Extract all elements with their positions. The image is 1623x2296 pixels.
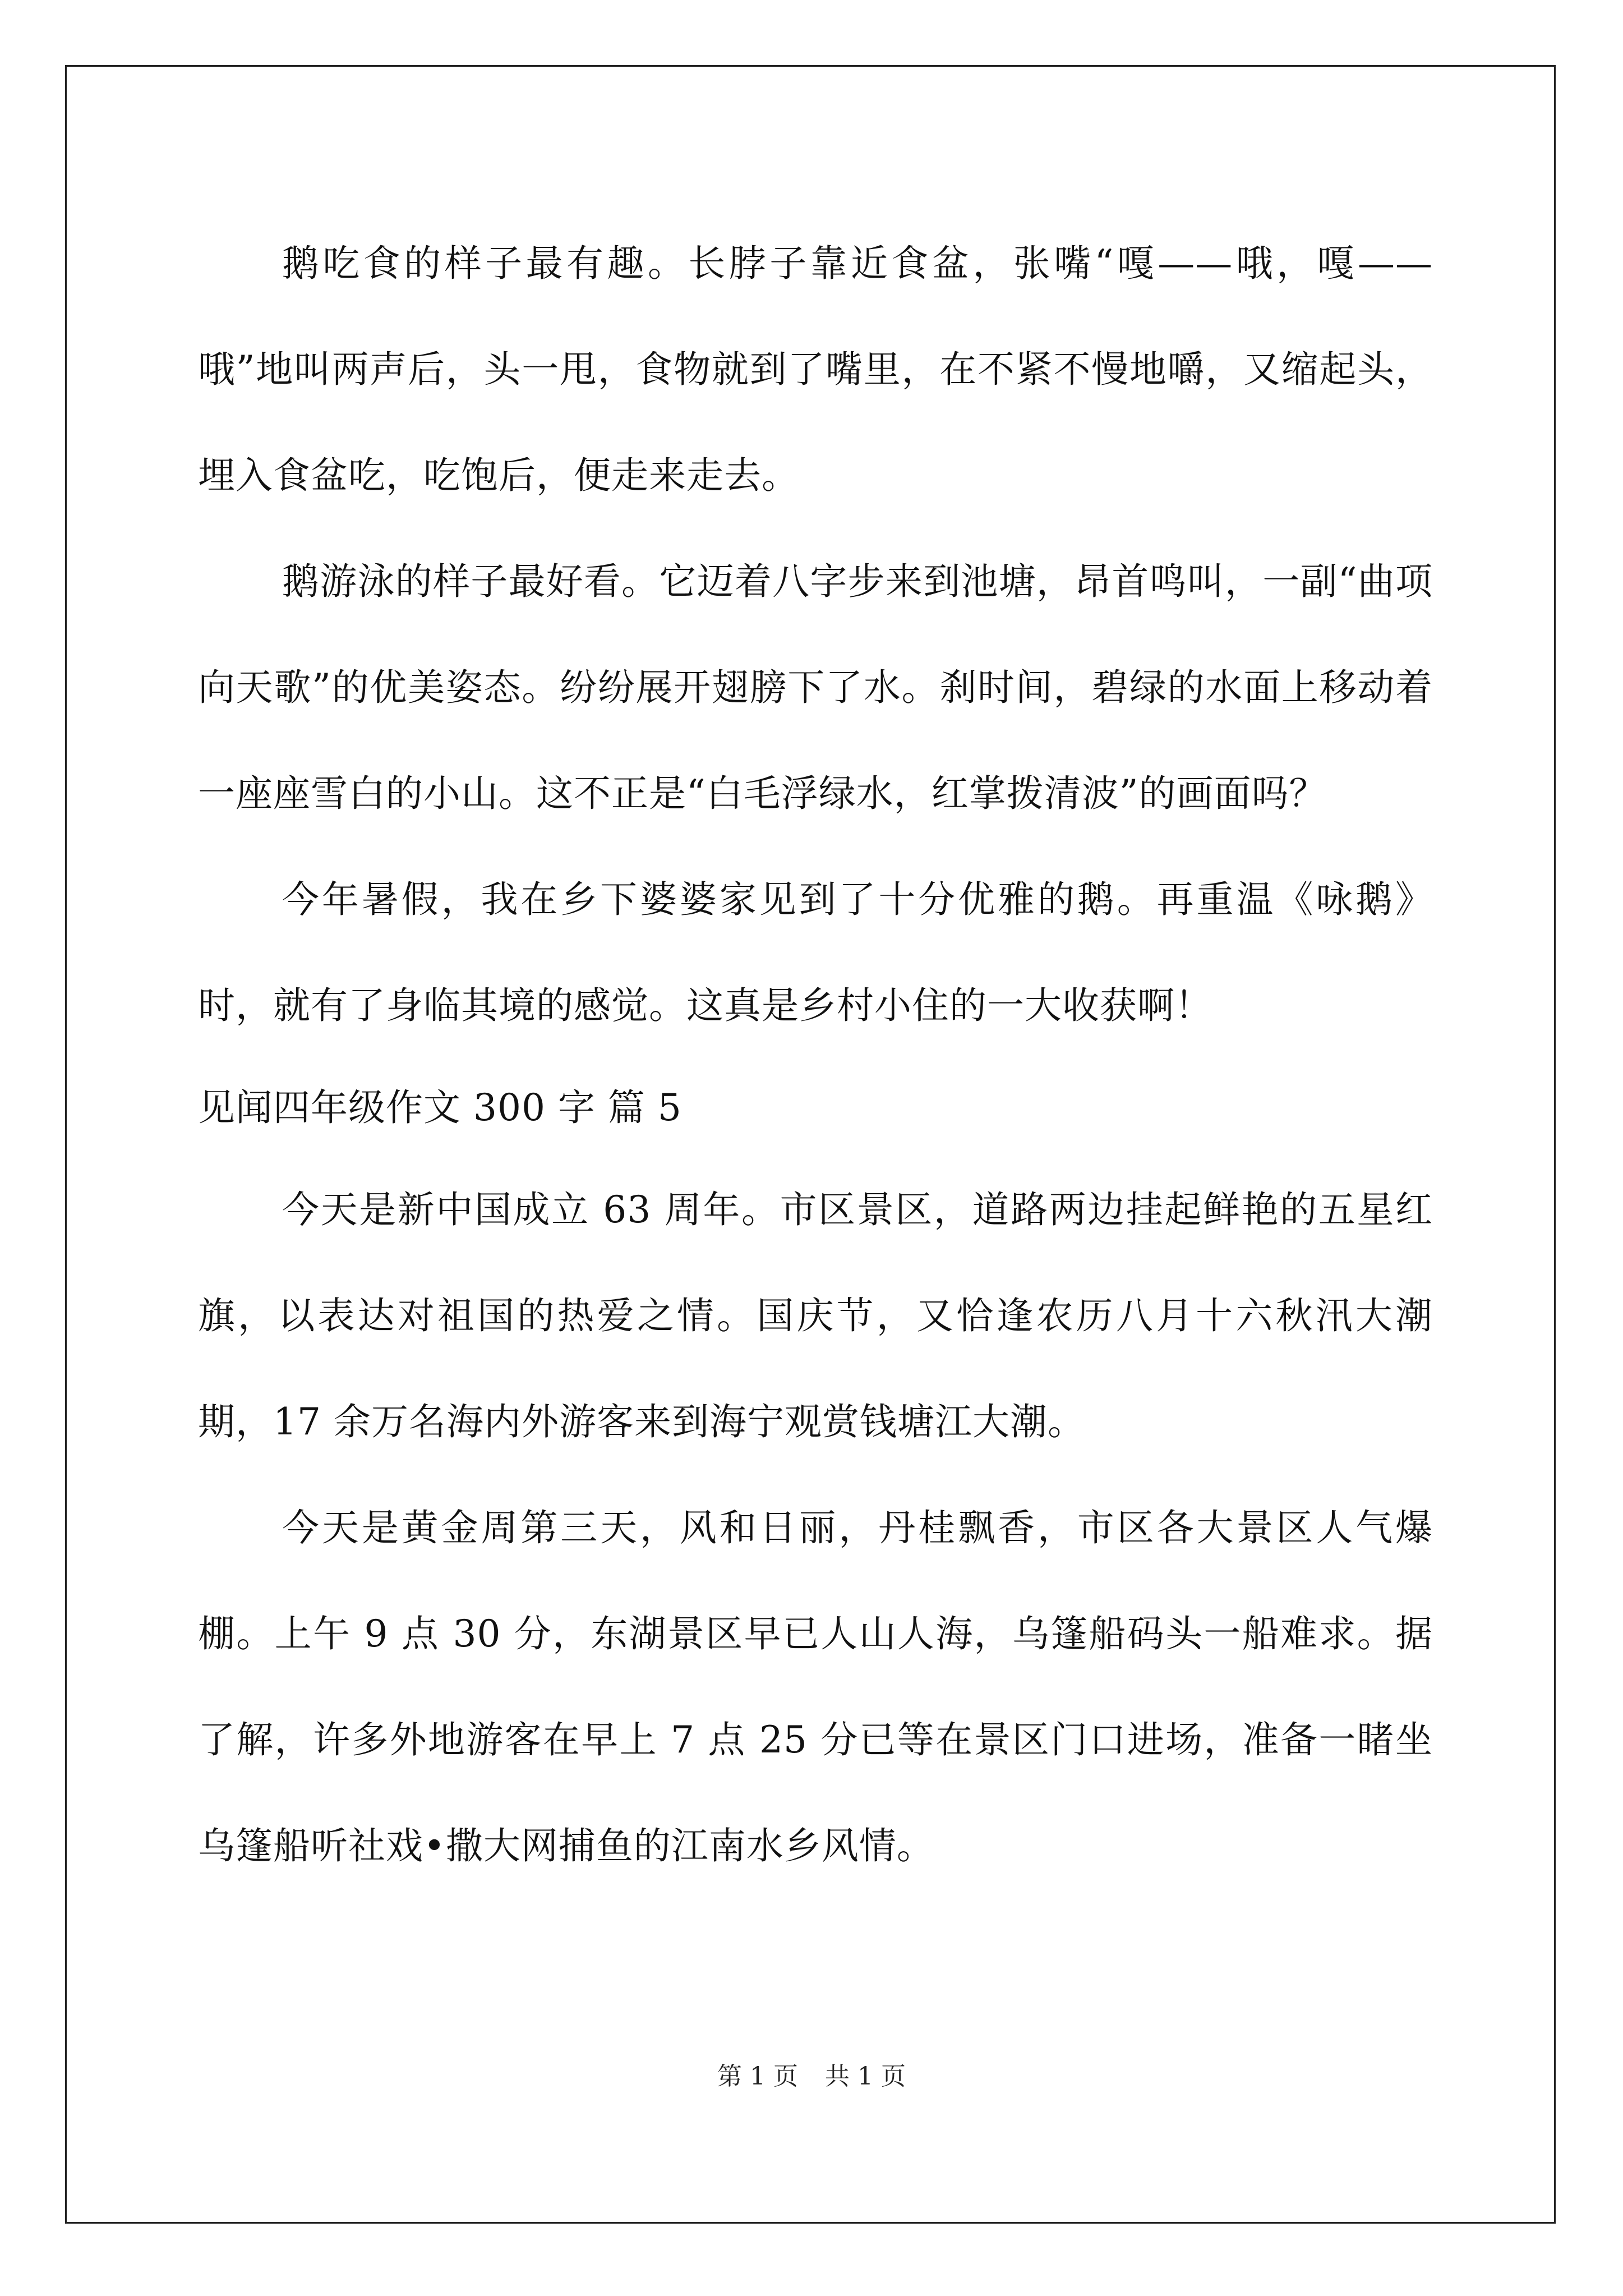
page-footer: [0, 2056, 1623, 2092]
paragraph-golden-week: 今天是黄金周第三天，风和日丽，丹桂飘香，市区各大景区人气爆棚。上午 9 点 30 分，东湖景区早已人山人海，乌篷船码头一船难求。据了解，许多外地游客在早上 7 点 25 分已等在景区门口进场，准备一睹坐乌篷船听社戏•撒大网捕鱼的江南水乡风情。: [198, 1506, 1433, 1867]
document-body: [198, 210, 1433, 1899]
section-heading: 见闻四年级作文 300 字 篇 5: [198, 1086, 682, 1129]
page-total: 共 1 页: [825, 2062, 906, 2091]
page-number: 第 1 页: [717, 2062, 798, 2091]
paragraph-summer-vacation: 今年暑假，我在乡下婆婆家见到了十分优雅的鹅。再重温《咏鹅》时，就有了身临其境的感觉。这真是乡村小住的一大收获啊！: [198, 878, 1433, 1027]
paragraph-goose-swimming: 鹅游泳的样子最好看。它迈着八字步来到池塘，昂首鸣叫，一副“曲项向天歌”的优美姿态。纷纷展开翅膀下了水。刹时间，碧绿的水面上移动着一座座雪白的小山。这不正是“白毛浮绿水，红掌拨清波”的画面吗？: [198, 560, 1433, 815]
paragraph-goose-eating: 鹅吃食的样子最有趣。长脖子靠近食盆，张嘴“嘎——哦，嘎——哦”地叫两声后，头一甩，食物就到了嘴里，在不紧不慢地嚼，又缩起头，埋入食盆吃，吃饱后，便走来走去。: [198, 242, 1433, 497]
paragraph-national-day: 今天是新中国成立 63 周年。市区景区，道路两边挂起鲜艳的五星红旗，以表达对祖国的热爱之情。国庆节，又恰逢农历八月十六秋汛大潮期，17 余万名海内外游客来到海宁观赏钱塘江大潮。: [198, 1188, 1433, 1443]
